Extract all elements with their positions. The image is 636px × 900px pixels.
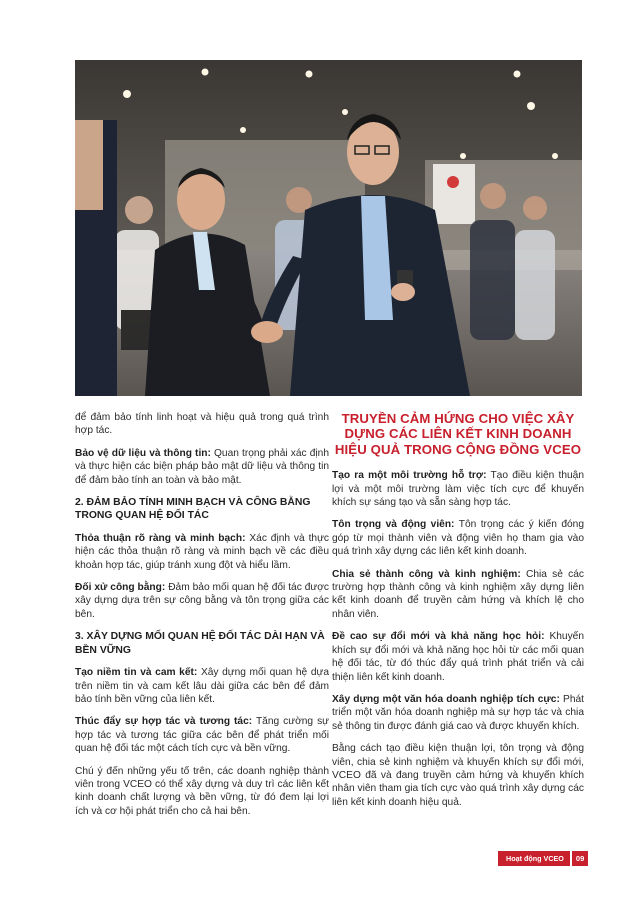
section-heading: 2. ĐẢM BẢO TÍNH MINH BẠCH VÀ CÔNG BẰNG TRONG QUAN HỆ ĐỐI TÁC <box>75 497 311 522</box>
right-column <box>332 411 584 818</box>
paragraph-text: Xác định và thực hiện các thỏa thuận rõ ràng và minh bạch về các điều khoản hợp tác, giúp tránh xung đột và hiểu lầm. <box>75 532 329 571</box>
paragraph <box>75 666 329 706</box>
paragraph-text: Tăng cường sự hợp tác và tương tác giữa các bên để phát triển mối quan hệ đối tác một cách tích cực và bền vững. <box>75 716 329 755</box>
paragraph <box>332 568 584 622</box>
paragraph <box>332 693 584 733</box>
paragraph-lead: Thỏa thuận rõ ràng và minh bạch: <box>75 532 246 544</box>
section-heading: 3. XÂY DỰNG MỐI QUAN HỆ ĐỐI TÁC DÀI HẠN VÀ BỀN VỮNG <box>75 631 325 656</box>
paragraph-lead: Xây dựng một văn hóa doanh nghiệp tích cực: <box>332 693 560 705</box>
paragraph-text: Tôn trọng các ý kiến đóng góp từ mọi thành viên và động viên họ tham gia vào quá trình xây dựng các liên kết kinh doanh. <box>332 519 584 558</box>
paragraph-text: Xây dựng mối quan hệ dựa trên niềm tin và cam kết lâu dài giữa các bên để đảm bảo tính bền vững của liên kết. <box>75 667 330 705</box>
section-title: TRUYỀN CẢM HỨNG CHO VIỆC XÂY DỰNG CÁC LIÊN KẾT KINH DOANH HIỆU QUẢ TRONG CỘNG ĐỒNG VCEO <box>334 411 582 457</box>
paragraph-lead: Tạo niềm tin và cam kết: <box>75 667 198 679</box>
paragraph <box>332 518 584 558</box>
paragraph-text: Tạo điều kiện thuận lợi và một môi trường làm việc tích cực để khuyến khích sự sáng tạo và sẵn sàng hợp tác. <box>332 470 584 509</box>
paragraph-text: Khuyến khích sự đổi mới và khả năng học hỏi từ các mối quan hệ đối tác, từ đó thúc đẩy quá trình phát triển và cải thiện liên kết kinh doanh. <box>332 631 584 683</box>
paragraph <box>75 447 329 487</box>
paragraph: Bằng cách tạo điều kiện thuận lợi, tôn trọng và động viên, chia sẻ kinh nghiệm và khuyến khích sự đổi mới, VCEO đã và đang truyền cảm hứng và khuyến khích nhân viên tham gia tích cực vào quá trình xây dựng các liên kết kinh doanh hiệu quả. <box>332 743 584 808</box>
paragraph <box>332 630 584 684</box>
paragraph-lead: Đề cao sự đổi mới và khả năng học hỏi: <box>332 631 545 643</box>
handshake-photo <box>75 60 582 396</box>
paragraph-text: Đảm bảo mối quan hệ đối tác được xây dựng dựa trên sự công bằng và tôn trọng giữa các bên. <box>75 582 329 620</box>
paragraph-lead: Tôn trọng và động viên: <box>332 519 455 531</box>
paragraph-lead: Thúc đẩy sự hợp tác và tương tác: <box>75 716 253 728</box>
page-number: 09 <box>572 851 588 866</box>
paragraph-lead: Chia sẻ thành công và kinh nghiệm: <box>332 568 521 580</box>
paragraph-text: Quan trọng phải xác định và thực hiện các biện pháp bảo mật dữ liệu và thông tin để đảm bảo tính an toàn và bảo mật. <box>75 447 329 486</box>
footer-section-label: Hoạt động VCEO <box>498 851 570 866</box>
paragraph-lead: Đối xử công bằng: <box>75 582 166 594</box>
paragraph-lead: Tạo ra một môi trường hỗ trợ: <box>332 470 487 482</box>
paragraph <box>75 715 329 755</box>
left-column <box>75 411 329 827</box>
photo-illustration <box>75 60 582 396</box>
paragraph-text: Chia sẻ các trường hợp thành công và kinh nghiệm xây dựng liên kết kinh doanh để truyền cảm hứng và khích lệ cho nhân viên. <box>332 568 585 620</box>
paragraph <box>332 469 584 509</box>
page-footer <box>498 851 588 866</box>
paragraph <box>75 581 329 621</box>
paragraph: để đảm bảo tính linh hoạt và hiệu quả trong quá trình hợp tác. <box>75 412 329 437</box>
paragraph-text: Phát triển một văn hóa doanh nghiệp mà sự hợp tác và chia sẻ thông tin được đánh giá cao và được khuyến khích. <box>332 693 584 732</box>
paragraph <box>75 532 329 572</box>
paragraph: Chú ý đến những yếu tố trên, các doanh nghiệp thành viên trong VCEO có thể xây dựng và duy trì các liên kết kinh doanh chất lượng và bền vững, từ đó đem lại lợi ích và cơ hội phát triển cho cả hai bên. <box>75 765 329 817</box>
handshake <box>251 321 283 343</box>
paragraph-lead: Bảo vệ dữ liệu và thông tin: <box>75 447 211 459</box>
